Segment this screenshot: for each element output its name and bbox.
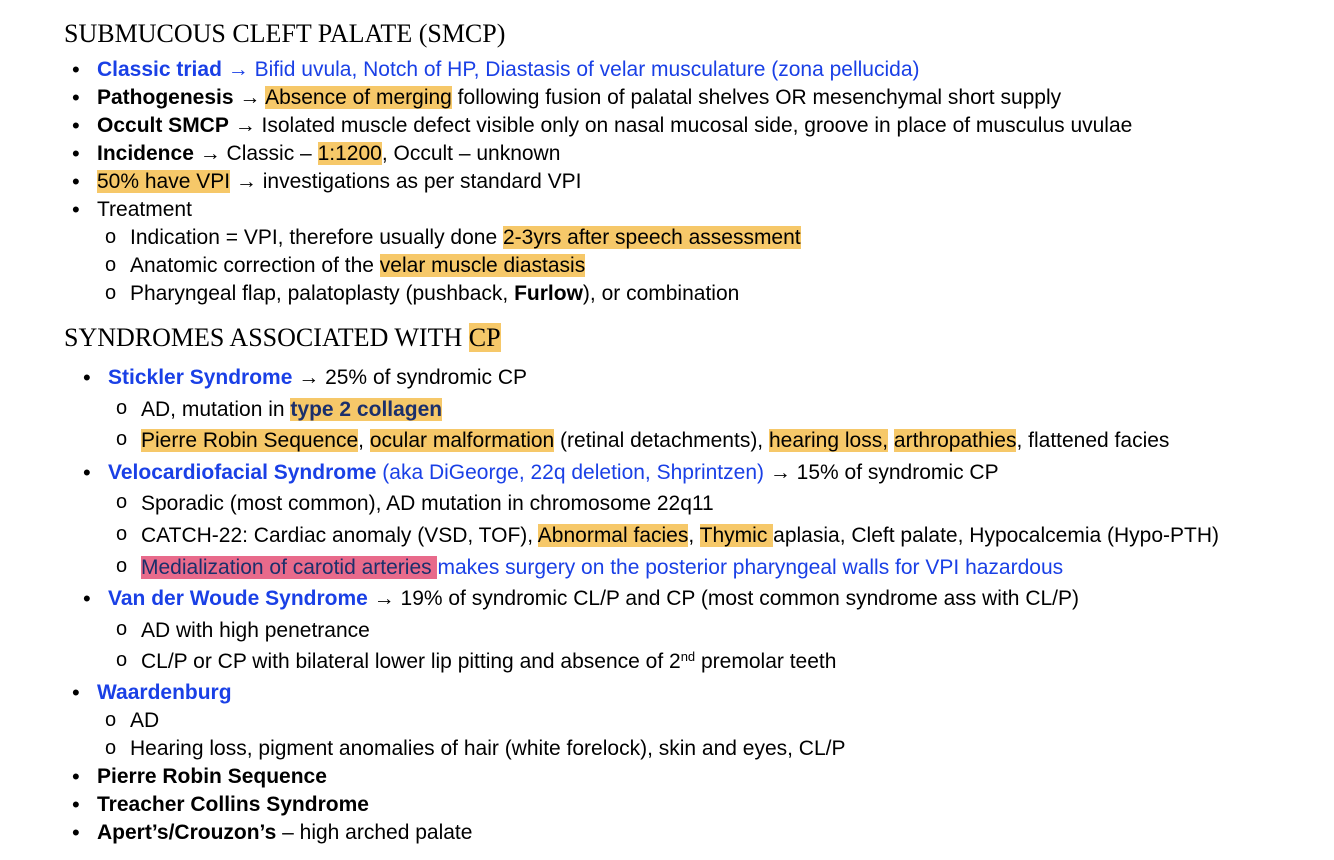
velo-sub1-text: Sporadic (most common), AD mutation in chromosome 22q11 (141, 492, 714, 516)
separator: (retinal detachments), (554, 429, 769, 453)
velo-label: Velocardiofacial Syndrome (108, 460, 377, 484)
waardenburg-item (64, 679, 846, 707)
stickler-sub1 (108, 394, 1219, 426)
smcp-list (64, 56, 1132, 308)
syndromes-list (75, 362, 1219, 678)
arrow: → (233, 86, 266, 109)
classic-triad-label: Classic triad (97, 58, 222, 81)
classic-triad-item (64, 56, 1132, 84)
arrow: → (193, 142, 227, 165)
velo-sub3 (108, 552, 1219, 584)
waardenburg-sub2 (97, 735, 846, 763)
prs-item (64, 763, 846, 791)
stickler-item (75, 362, 1219, 394)
highlight: arthropathies (893, 429, 1017, 453)
vpi-item (64, 168, 1132, 196)
waardenburg-label: Waardenburg (97, 681, 232, 704)
anatomic-item (97, 252, 1132, 280)
syndromes-list-continued (64, 679, 846, 847)
highlight: Absence of merging (265, 86, 452, 109)
velo-item (75, 457, 1219, 489)
vdw-sub2 (108, 646, 1219, 678)
highlight: hearing loss, (768, 429, 889, 453)
prs-label: Pierre Robin Sequence (97, 765, 327, 788)
incidence-post: , Occult – unknown (381, 142, 561, 165)
pathogenesis-text: following fusion of palatal shelves OR mesenchymal short supply (451, 86, 1062, 109)
stickler-sub1-pre: AD, mutation in (141, 397, 291, 421)
syndromes-heading-text: SYNDROMES ASSOCIATED WITH (64, 323, 469, 352)
vdw-sub1-text: AD with high penetrance (141, 618, 370, 642)
velo-sub1 (108, 488, 1219, 520)
vdw-sub2-post: premolar teeth (695, 650, 837, 674)
highlight: Medialization of carotid arteries (141, 555, 438, 579)
syndromes-heading (64, 322, 501, 354)
highlight: Thymic (699, 523, 774, 547)
stickler-text: → 25% of syndromic CP (292, 366, 527, 389)
separator: , flattened facies (1016, 429, 1170, 453)
highlight: ocular malformation (369, 429, 555, 453)
pathogenesis-item (64, 84, 1132, 112)
flap-bold: Furlow (514, 282, 583, 305)
velo-sub3-text: makes surgery on the posterior pharyngeal walls for VPI hazardous (437, 555, 1064, 579)
incidence-label: Incidence (97, 142, 194, 165)
superscript: nd (680, 649, 696, 665)
flap-pre: Pharyngeal flap, palatoplasty (pushback, (130, 282, 515, 305)
vdw-text: → 19% of syndromic CL/P and CP (most common syndrome ass with CL/P) (367, 587, 1079, 611)
occult-item (64, 112, 1132, 140)
highlight: 50% have VPI (97, 170, 231, 193)
highlight: velar muscle diastasis (379, 254, 586, 277)
occult-label: Occult SMCP (97, 114, 229, 137)
separator: , (358, 429, 370, 453)
tcs-label: Treacher Collins Syndrome (97, 793, 369, 816)
tcs-item (64, 791, 846, 819)
vdw-sub2-pre: CL/P or CP with bilateral lower lip pitting and absence of 2 (141, 650, 681, 674)
apert-text: – high arched palate (276, 821, 473, 844)
arrow: → (230, 170, 263, 193)
velo-aka: (aka DiGeorge, 22q deletion, Shprintzen) (376, 460, 764, 484)
arrow: → (228, 114, 262, 137)
highlight: Abnormal facies (537, 523, 689, 547)
flap-item (97, 280, 1132, 308)
vdw-item (75, 583, 1219, 615)
waardenburg-sub2-text: Hearing loss, pigment anomalies of hair (white forelock), skin and eyes, CL/P (130, 737, 846, 760)
treatment-label: Treatment (97, 198, 192, 221)
pathogenesis-label: Pathogenesis (97, 86, 234, 109)
classic-triad-text: Bifid uvula, Notch of HP, Diastasis of velar musculature (zona pellucida) (254, 58, 920, 81)
vdw-sub1 (108, 615, 1219, 647)
stickler-sub2 (108, 425, 1219, 457)
stickler-label: Stickler Syndrome (108, 366, 293, 389)
treatment-item (64, 196, 1132, 224)
highlight: type 2 collagen (290, 397, 443, 421)
indication-item (97, 224, 1132, 252)
apert-label: Apert’s/Crouzon’s (97, 821, 277, 844)
incidence-pre: Classic – (226, 142, 318, 165)
arrow: → (221, 58, 255, 81)
incidence-item (64, 140, 1132, 168)
highlight: 1:1200 (317, 142, 382, 165)
indication-pre: Indication = VPI, therefore usually done (130, 226, 503, 249)
flap-post: ), or combination (582, 282, 740, 305)
vpi-text: investigations as per standard VPI (262, 170, 582, 193)
highlight: 2-3yrs after speech assessment (503, 226, 801, 249)
waardenburg-sub1-text: AD (130, 709, 160, 732)
apert-item (64, 819, 846, 847)
highlight: Pierre Robin Sequence (141, 429, 359, 453)
anatomic-pre: Anatomic correction of the (130, 254, 380, 277)
waardenburg-sub1 (97, 707, 846, 735)
highlight: CP (468, 323, 501, 352)
smcp-heading: SUBMUCOUS CLEFT PALATE (SMCP) (64, 19, 506, 48)
vdw-label: Van der Woude Syndrome (108, 587, 368, 611)
occult-text: Isolated muscle defect visible only on nasal mucosal side, groove in place of musculus uvulae (261, 114, 1133, 137)
velo-sub2-pre: CATCH-22: Cardiac anomaly (VSD, TOF), (141, 523, 538, 547)
velo-sub2-post: aplasia, Cleft palate, Hypocalcemia (Hypo-PTH) (773, 523, 1219, 547)
velo-text: → 15% of syndromic CP (764, 460, 999, 484)
separator: , (688, 523, 700, 547)
velo-sub2 (108, 520, 1219, 552)
